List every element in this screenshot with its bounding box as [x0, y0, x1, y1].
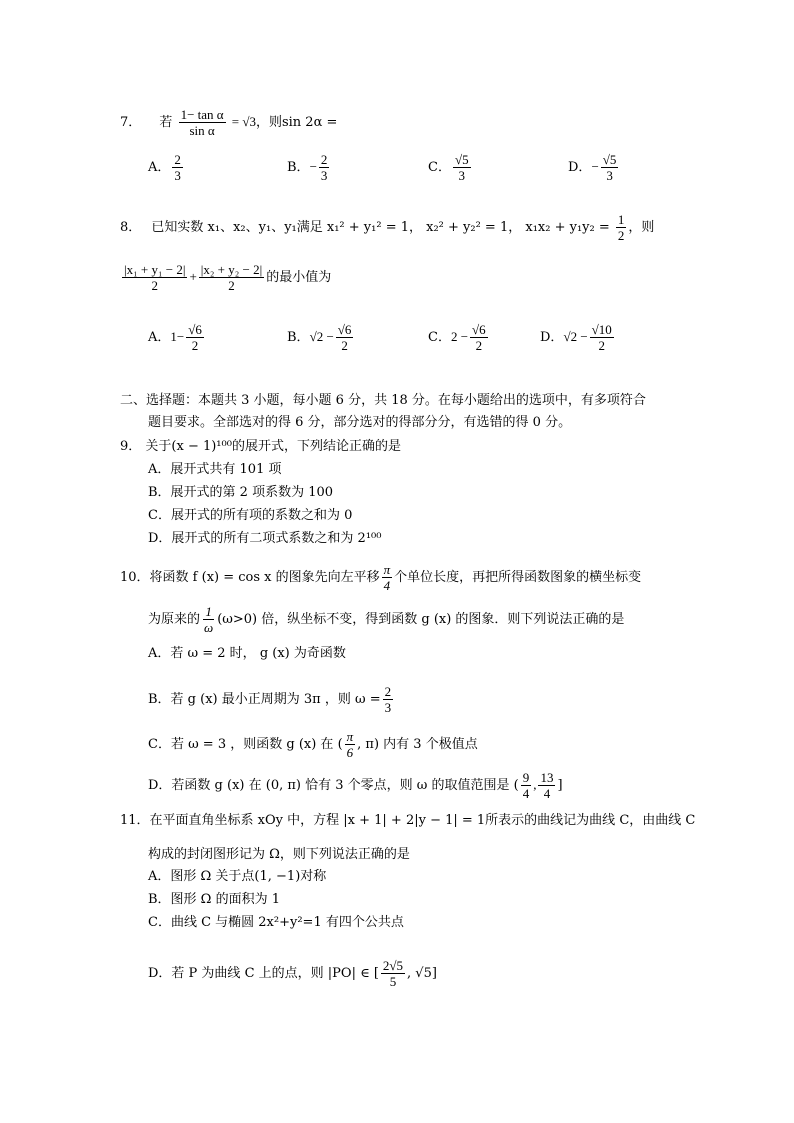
q7-a-den: 3	[174, 168, 181, 183]
q7-a-label: A．	[148, 160, 171, 175]
q11-option-d	[148, 958, 437, 989]
q10-shift-frac	[382, 562, 393, 593]
q8-expr-a-num: |x₁ + y₁ − 2|	[124, 262, 186, 277]
q8-expr-tail: 的最小值为	[266, 270, 332, 285]
q10-option-b	[148, 684, 395, 715]
q11-stem-line1: 11．在平面直角坐标系 xOy 中，方程 |x + 1| + 2|y − 1| = 1所表示的曲线记为曲线 C，由曲线 C	[120, 813, 696, 828]
q11-d-text: D．若 P 为曲线 C 上的点，则 |PO| ∈ [	[148, 966, 379, 981]
q7-d-num: √5	[602, 152, 617, 167]
q9-stem: 9． 关于(x − 1)¹⁰⁰的展开式，下列结论正确的是	[120, 439, 401, 454]
q8-c-pre: 2 −	[450, 329, 469, 344]
q8-option-a	[148, 322, 206, 353]
q8-c-num: √6	[472, 322, 486, 337]
q10-option-d: D．若函数 g (x) 在 (0, π) 恰有 3 个零点，则 ω 的取值范围是 ( $\frac{9}{4}$ , $\frac{13}{4}$ ]	[148, 770, 563, 801]
q10-d-n2: 13	[540, 770, 554, 785]
q11-option-b: B．图形 Ω 的面积为 1	[148, 892, 280, 907]
q10-d-tail: ]	[557, 778, 563, 793]
q10-line2-a: 为原来的	[148, 612, 201, 627]
q11-option-c: C．曲线 C 与椭圆 2x²+y²=1 有四个公共点	[148, 915, 404, 930]
q8-b-den: 2	[341, 338, 348, 353]
q8-a-pre: 1−	[170, 329, 185, 344]
q10-d-text: D．若函数 g (x) 在 (0, π) 恰有 3 个零点，则 ω 的取值范围是 (	[148, 778, 519, 793]
q7-tail: ，则sin 2α =	[255, 115, 338, 130]
q10-option-a: A．若 ω = 2 时， g (x) 为奇函数	[148, 646, 346, 661]
q7-lead: 若	[159, 115, 173, 130]
q8-b-num: √6	[337, 322, 352, 337]
section-2-heading-cont: 题目要求。全部选对的得 6 分，部分选对的得部分分，有选错的得 0 分。	[148, 415, 572, 430]
q8-a-label: A．	[148, 330, 171, 345]
q7-a-frac	[172, 152, 183, 183]
q7-d-label: D．	[568, 160, 592, 175]
q9-option-c: C．展开式的所有项的系数之和为 0	[148, 508, 353, 523]
q10-line1-b: 个单位长度，再把所得函数图象的横坐标变	[394, 570, 642, 585]
q8-expr-a	[122, 262, 187, 293]
q8-stem-tail: ，则	[628, 220, 655, 235]
q11-d-den: 5	[389, 974, 397, 989]
q9-option-b: B．展开式的第 2 项系数为 100	[148, 485, 334, 500]
q10-c-num: π	[346, 729, 354, 744]
q8-expr-b-num: |x₂ + y₂ − 2|	[200, 262, 263, 277]
q7-fraction	[179, 107, 226, 138]
q10-b-frac	[383, 684, 394, 715]
q10-b-num: 2	[384, 684, 392, 699]
q10-d-n1: 9	[522, 770, 530, 785]
q10-d-d2: 4	[543, 786, 551, 801]
q8-d-den: 2	[598, 338, 605, 353]
q7-b-frac	[319, 152, 330, 183]
q8-expr-b	[199, 262, 264, 293]
q7-c-frac	[453, 152, 471, 183]
q11-d-num: 2√5	[382, 958, 404, 973]
q7-eq: = √3	[231, 114, 256, 129]
q8-d-label: D．	[540, 330, 564, 345]
q10-w-den: ω	[204, 620, 214, 635]
q7-c-num: √5	[454, 152, 469, 167]
q8-half-num: 1	[617, 212, 625, 227]
q7-b-num: 2	[320, 152, 328, 167]
q10-line2-b: (ω>0) 倍，纵坐标不变，得到函数 g (x) 的图象．则下列说法正确的是	[217, 612, 625, 627]
q7-frac-den: sin α	[189, 123, 215, 138]
q7-d-frac	[601, 152, 619, 183]
q8-expression: $\frac{\text{|x₁ + y₁ − 2|}}{2}$ + $\frac{\text{|x₂ + y₂ − 2|}}{2}$ 的最小值为	[124, 262, 332, 293]
q10-w-num: 1	[205, 604, 212, 619]
q7-b-sign: −	[309, 159, 317, 174]
q8-a-num: √6	[188, 322, 202, 337]
q8-c-frac	[470, 322, 488, 353]
q7-option-b	[287, 152, 331, 183]
q11-d-frac	[381, 958, 405, 989]
q10-stem-line2	[148, 604, 624, 635]
q8-a-frac	[186, 322, 204, 353]
q8-number: 8．	[120, 220, 142, 235]
q10-d-d1: 4	[522, 786, 530, 801]
q9-option-a: A．展开式共有 101 项	[148, 462, 282, 477]
q11-d-tail: , √5]	[407, 966, 437, 981]
q8-d-pre: √2 −	[563, 329, 588, 344]
q8-c-den: 2	[475, 338, 483, 353]
q8-b-label: B．	[287, 330, 310, 345]
q10-line1-a: 10．将函数 f (x) = cos x 的图象先向左平移	[120, 570, 380, 585]
q10-c-text: C．若 ω = 3 ，则函数 g (x) 在 (	[148, 737, 343, 752]
q7-d-sign: −	[591, 159, 599, 174]
q10-shift-num: π	[383, 562, 391, 577]
q10-shift-den: 4	[383, 578, 391, 593]
q7-number: 7．	[120, 115, 142, 130]
q10-b-text: B．若 g (x) 最小正周期为 3π ，则 ω =	[148, 692, 381, 707]
q7-b-den: 3	[320, 168, 328, 183]
q7-a-num: 2	[174, 152, 181, 167]
q7-d-den: 3	[606, 168, 613, 183]
q10-w-frac	[202, 604, 215, 635]
q8-option-b	[287, 322, 355, 353]
q8-half-den: 2	[617, 228, 625, 243]
q10-b-den: 3	[384, 700, 392, 715]
q9-option-d: D．展开式的所有二项式系数之和为 2¹⁰⁰	[148, 531, 382, 546]
q8-d-frac	[590, 322, 614, 353]
q8-a-den: 2	[191, 338, 199, 353]
q10-c-tail: , π) 内有 3 个极值点	[357, 737, 478, 752]
q10-stem-line1	[120, 562, 641, 593]
q7-b-label: B．	[287, 160, 310, 175]
q7-stem	[120, 107, 337, 138]
q8-c-label: C．	[428, 330, 451, 345]
q8-d-num: √10	[591, 322, 612, 337]
q7-option-a	[148, 152, 185, 183]
q8-option-d	[540, 322, 616, 353]
q7-option-d	[568, 152, 620, 183]
q8-b-frac	[336, 322, 354, 353]
q8-half	[616, 212, 627, 243]
q7-c-label: C．	[428, 160, 451, 175]
q7-option-c	[428, 152, 473, 183]
q10-d-frac2	[538, 770, 555, 801]
q8-stem-text: 已知实数 x₁、x₂、y₁、y₁满足 x₁² + y₁² = 1， x₂² + y₂² = 1， x₁x₂ + y₁y₂ =	[151, 220, 610, 235]
q8-stem	[120, 212, 654, 243]
q8-expr-a-den: 2	[151, 278, 158, 293]
q7-frac-num: 1− tan α	[180, 107, 224, 122]
q10-c-den: 6	[346, 745, 354, 760]
q8-expr-b-den: 2	[228, 278, 235, 293]
q10-c-frac	[345, 729, 356, 760]
q11-stem-line2: 构成的封闭图形记为 Ω，则下列说法正确的是	[148, 847, 410, 862]
q10-d-frac1	[521, 770, 532, 801]
q7-c-den: 3	[458, 168, 466, 183]
section-2-heading: 二、选择题：本题共 3 小题，每小题 6 分，共 18 分。在每小题给出的选项中，有多项符合	[120, 393, 646, 408]
q11-option-a: A．图形 Ω 关于点(1, −1)对称	[148, 869, 327, 884]
q8-option-c	[428, 322, 490, 353]
q10-option-c	[148, 729, 478, 760]
q8-b-pre: √2 −	[309, 329, 334, 344]
